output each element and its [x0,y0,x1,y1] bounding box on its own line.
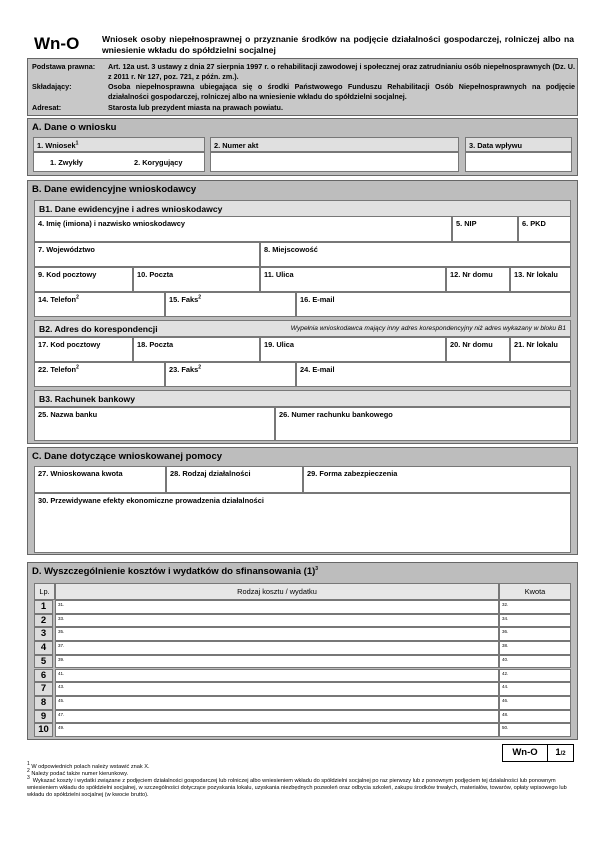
footnote-text: Wykazać koszty i wydatki związane z podjęciem działalności gospodarczej lub rolniczej albo wniesieniem wkładu do spółdzielni socjalnej po raz pierwszy lub z ponownym podjęciem tej działalności lub ponownym wniesieniem wkładu do spółdzielni socjalnej, w szczególności dotyczące pozyskania lokalu, uzyskania niezbędnych pozwoleń oraz odbycia szkoleń, zakupu środków trwałych, materiałów, towarów, opłaty wpisowego lub wkładu do spółdzielni socjalnej (w kwocie brutto). [27,778,567,798]
section-b-title: B. Dane ewidencyjne wnioskodawcy [32,184,197,195]
legal-row-addressee [32,103,575,113]
field-label: 17. Kod pocztowy [38,340,101,349]
field-label: 7. Województwo [38,245,95,254]
cost-type-input[interactable] [55,600,499,614]
field-label: 10. Poczta [137,270,174,279]
field-number: 50. [502,725,509,731]
field-9-postal-code[interactable] [34,267,133,292]
row-number: 10 [34,723,53,737]
field-label: 28. Rodzaj działalności [170,469,251,478]
field-label: 30. Przewidywane efekty ekonomiczne prowadzenia działalności [38,496,264,505]
footnote-2 [27,768,577,778]
field-3-input[interactable] [465,152,572,172]
amount-input[interactable] [499,600,571,614]
section-a [27,118,578,176]
legal-row-basis [32,62,575,81]
field-1-options [33,152,205,172]
legal-value: Osoba niepełnosprawna ubiegająca się o środki Państwowego Funduszu Rehabilitacji Osób Niepełnosprawnych na podjęcie działalności gospodarczej, rolniczej albo na wniesienie wkładu do spółdzielni socjalnej. [108,82,575,101]
field-18-post-office[interactable] [133,337,260,362]
section-d-title [32,566,318,577]
field-label: 5. NIP [456,219,477,228]
amount-input[interactable] [499,655,571,669]
b3-header [34,390,571,407]
field-28-activity-type[interactable] [166,466,303,493]
field-2-label: 2. Numer akt [214,141,259,150]
amount-input[interactable] [499,696,571,710]
footnote-3 [27,775,577,799]
field-30-economic-effects[interactable] [34,493,571,553]
b1-title: B1. Dane ewidencyjne i adres wnioskodawcy [39,204,223,214]
field-4-name[interactable] [34,216,452,242]
b1-header [34,200,571,217]
field-label: 27. Wnioskowana kwota [38,469,123,478]
field-1-header [33,137,205,152]
footnotes [27,761,577,799]
field-number: 36. [502,629,509,635]
field-20-house-no[interactable] [446,337,510,362]
row-number: 4 [34,641,53,655]
field-label: 23. Faks [169,365,199,374]
legal-label: Składający: [32,82,72,91]
field-label: 4. Imię (imiona) i nazwisko wnioskodawcy [38,219,186,228]
field-number: 47. [58,711,65,717]
col-header-lp: Lp. [34,583,55,600]
footnote-ref: 2 [198,364,201,371]
field-label: 9. Kod pocztowy [38,270,97,279]
field-3-label: 3. Data wpływu [469,141,522,150]
option-korygujacy[interactable]: 2. Korygujący [134,158,183,167]
field-number: 34. [502,615,509,621]
field-25-bank-name[interactable] [34,407,275,441]
field-label: 22. Telefon [38,365,77,374]
footnote-number: 2 [27,768,30,775]
field-14-phone[interactable] [34,292,165,317]
field-label: 12. Nr domu [450,270,493,279]
field-2-input[interactable] [210,152,459,172]
field-23-fax[interactable] [165,362,296,387]
section-a-title: A. Dane o wniosku [32,122,117,133]
field-number: 31. [58,602,65,607]
amount-input[interactable] [499,627,571,641]
row-number: 3 [34,627,53,641]
field-29-collateral[interactable] [303,466,571,493]
field-label: 29. Forma zabezpieczenia [307,469,398,478]
field-7-voivodeship[interactable] [34,242,260,267]
row-number: 5 [34,655,53,669]
field-number: 40. [502,656,509,662]
legal-row-submitter [32,82,575,101]
costs-table [34,583,571,737]
legal-value: Art. 12a ust. 3 ustawy z dnia 27 sierpnia 1997 r. o rehabilitacji zawodowej i społecznej oraz zatrudnianiu osób niepełnosprawnych (Dz. U. z 2011 r. Nr 127, poz. 721, z późn. zm.). [108,62,575,81]
field-label: 8. Miejscowość [264,245,318,254]
row-number: 7 [34,682,53,696]
field-number: 48. [502,711,509,717]
footnote-text: W odpowiednich polach należy wstawić znak X. [31,764,150,770]
field-label: 15. Faks [169,295,199,304]
field-number: 43. [58,684,65,690]
field-label: 21. Nr lokalu [514,340,558,349]
field-label: 16. E-mail [300,295,335,304]
cost-type-input[interactable] [55,627,499,641]
section-d [27,562,578,740]
field-label: 11. Ulica [264,270,294,279]
b2-note: Wypełnia wnioskodawca mający inny adres korespondencyjny niż adres wykazany w bloku B1 [290,325,566,332]
field-6-pkd[interactable] [518,216,571,242]
field-label: 24. E-mail [300,365,335,374]
b2-title: B2. Adres do korespondencji [39,324,158,334]
field-11-street[interactable] [260,267,446,292]
legal-label: Podstawa prawna: [32,62,96,71]
footnote-ref: 1 [75,140,79,147]
row-number: 2 [34,614,53,628]
field-number: 39. [58,656,65,662]
field-16-email[interactable] [296,292,571,317]
section-c-title: C. Dane dotyczące wnioskowanej pomocy [32,451,223,462]
cost-type-input[interactable] [55,723,499,737]
cost-type-input[interactable] [55,641,499,655]
field-number: 33. [58,615,65,621]
field-12-house-no[interactable] [446,267,510,292]
field-label: 6. PKD [522,219,546,228]
section-d-title-text: D. Wyszczególnienie kosztów i wydatków do sfinansowania (1) [32,566,316,577]
field-number: 37. [58,643,65,649]
cost-type-input[interactable] [55,669,499,683]
section-b [27,180,578,444]
field-label: 19. Ulica [264,340,294,349]
legal-basis-box [27,58,578,116]
page-current: 1 [555,747,561,758]
field-label: 13. Nr lokalu [514,270,558,279]
page-number [548,745,573,761]
field-label: 14. Telefon [38,295,77,304]
field-number: 32. [502,602,509,607]
row-number: 8 [34,696,53,710]
field-26-account-number[interactable] [275,407,571,441]
footnote-text: Należy podać także numer kierunkowy. [31,771,129,777]
field-19-street[interactable] [260,337,446,362]
cost-type-input[interactable] [55,655,499,669]
footnote-ref: 2 [76,294,79,301]
option-zwykly[interactable]: 1. Zwykły [50,158,83,167]
row-number: 9 [34,710,53,724]
cost-type-input[interactable] [55,682,499,696]
footnote-ref: 3 [315,565,319,572]
amount-input[interactable] [499,723,571,737]
amount-input[interactable] [499,682,571,696]
field-number: 49. [58,725,65,731]
page-indicator [502,744,574,762]
field-27-amount[interactable] [34,466,166,493]
field-label: 18. Poczta [137,340,174,349]
field-number: 35. [58,629,65,635]
field-label: 25. Nazwa banku [38,410,98,419]
form-title: Wniosek osoby niepełnosprawnej o przyznanie środków na podjęcie działalności gospodarczej, rolniczej albo na wniesienie wkładu do spółdzielni socjalnej [102,34,574,55]
field-24-email[interactable] [296,362,571,387]
field-label: 26. Numer rachunku bankowego [279,410,393,419]
footnote-number: 1 [27,761,30,768]
cost-type-input[interactable] [55,710,499,724]
field-number: 41. [58,670,65,676]
footer-form-code: Wn-O [503,745,548,761]
field-3-header [465,137,572,152]
field-22-phone[interactable] [34,362,165,387]
field-label: 20. Nr domu [450,340,493,349]
legal-label: Adresat: [32,103,62,112]
amount-input[interactable] [499,669,571,683]
field-1-label: 1. Wniosek [37,141,76,150]
row-number: 6 [34,669,53,683]
footnote-ref: 2 [76,364,79,371]
section-c [27,447,578,555]
form-code: Wn-O [34,34,80,53]
field-13-apt-no[interactable] [510,267,571,292]
col-header-amount: Kwota [499,583,571,600]
col-header-cost-type: Rodzaj kosztu / wydatku [55,583,499,600]
amount-input[interactable] [499,614,571,628]
field-number: 38. [502,643,509,649]
legal-value: Starosta lub prezydent miasta na prawach powiatu. [108,103,283,112]
footnote-ref: 2 [198,294,201,301]
b3-title: B3. Rachunek bankowy [39,394,135,404]
amount-input[interactable] [499,710,571,724]
b2-header [34,320,571,337]
field-2-header [210,137,459,152]
field-15-fax[interactable] [165,292,296,317]
field-10-post-office[interactable] [133,267,260,292]
field-number: 44. [502,684,509,690]
footnote-1 [27,761,577,771]
field-17-postal-code[interactable] [34,337,133,362]
amount-input[interactable] [499,641,571,655]
field-number: 45. [58,697,65,703]
field-5-nip[interactable] [452,216,518,242]
cost-type-input[interactable] [55,696,499,710]
field-21-apt-no[interactable] [510,337,571,362]
cost-type-input[interactable] [55,614,499,628]
footnote-number: 3 [27,775,30,782]
field-number: 46. [502,697,509,703]
field-number: 42. [502,670,509,676]
row-number: 1 [34,600,53,614]
page-total: /2 [560,751,566,757]
field-8-city[interactable] [260,242,571,267]
